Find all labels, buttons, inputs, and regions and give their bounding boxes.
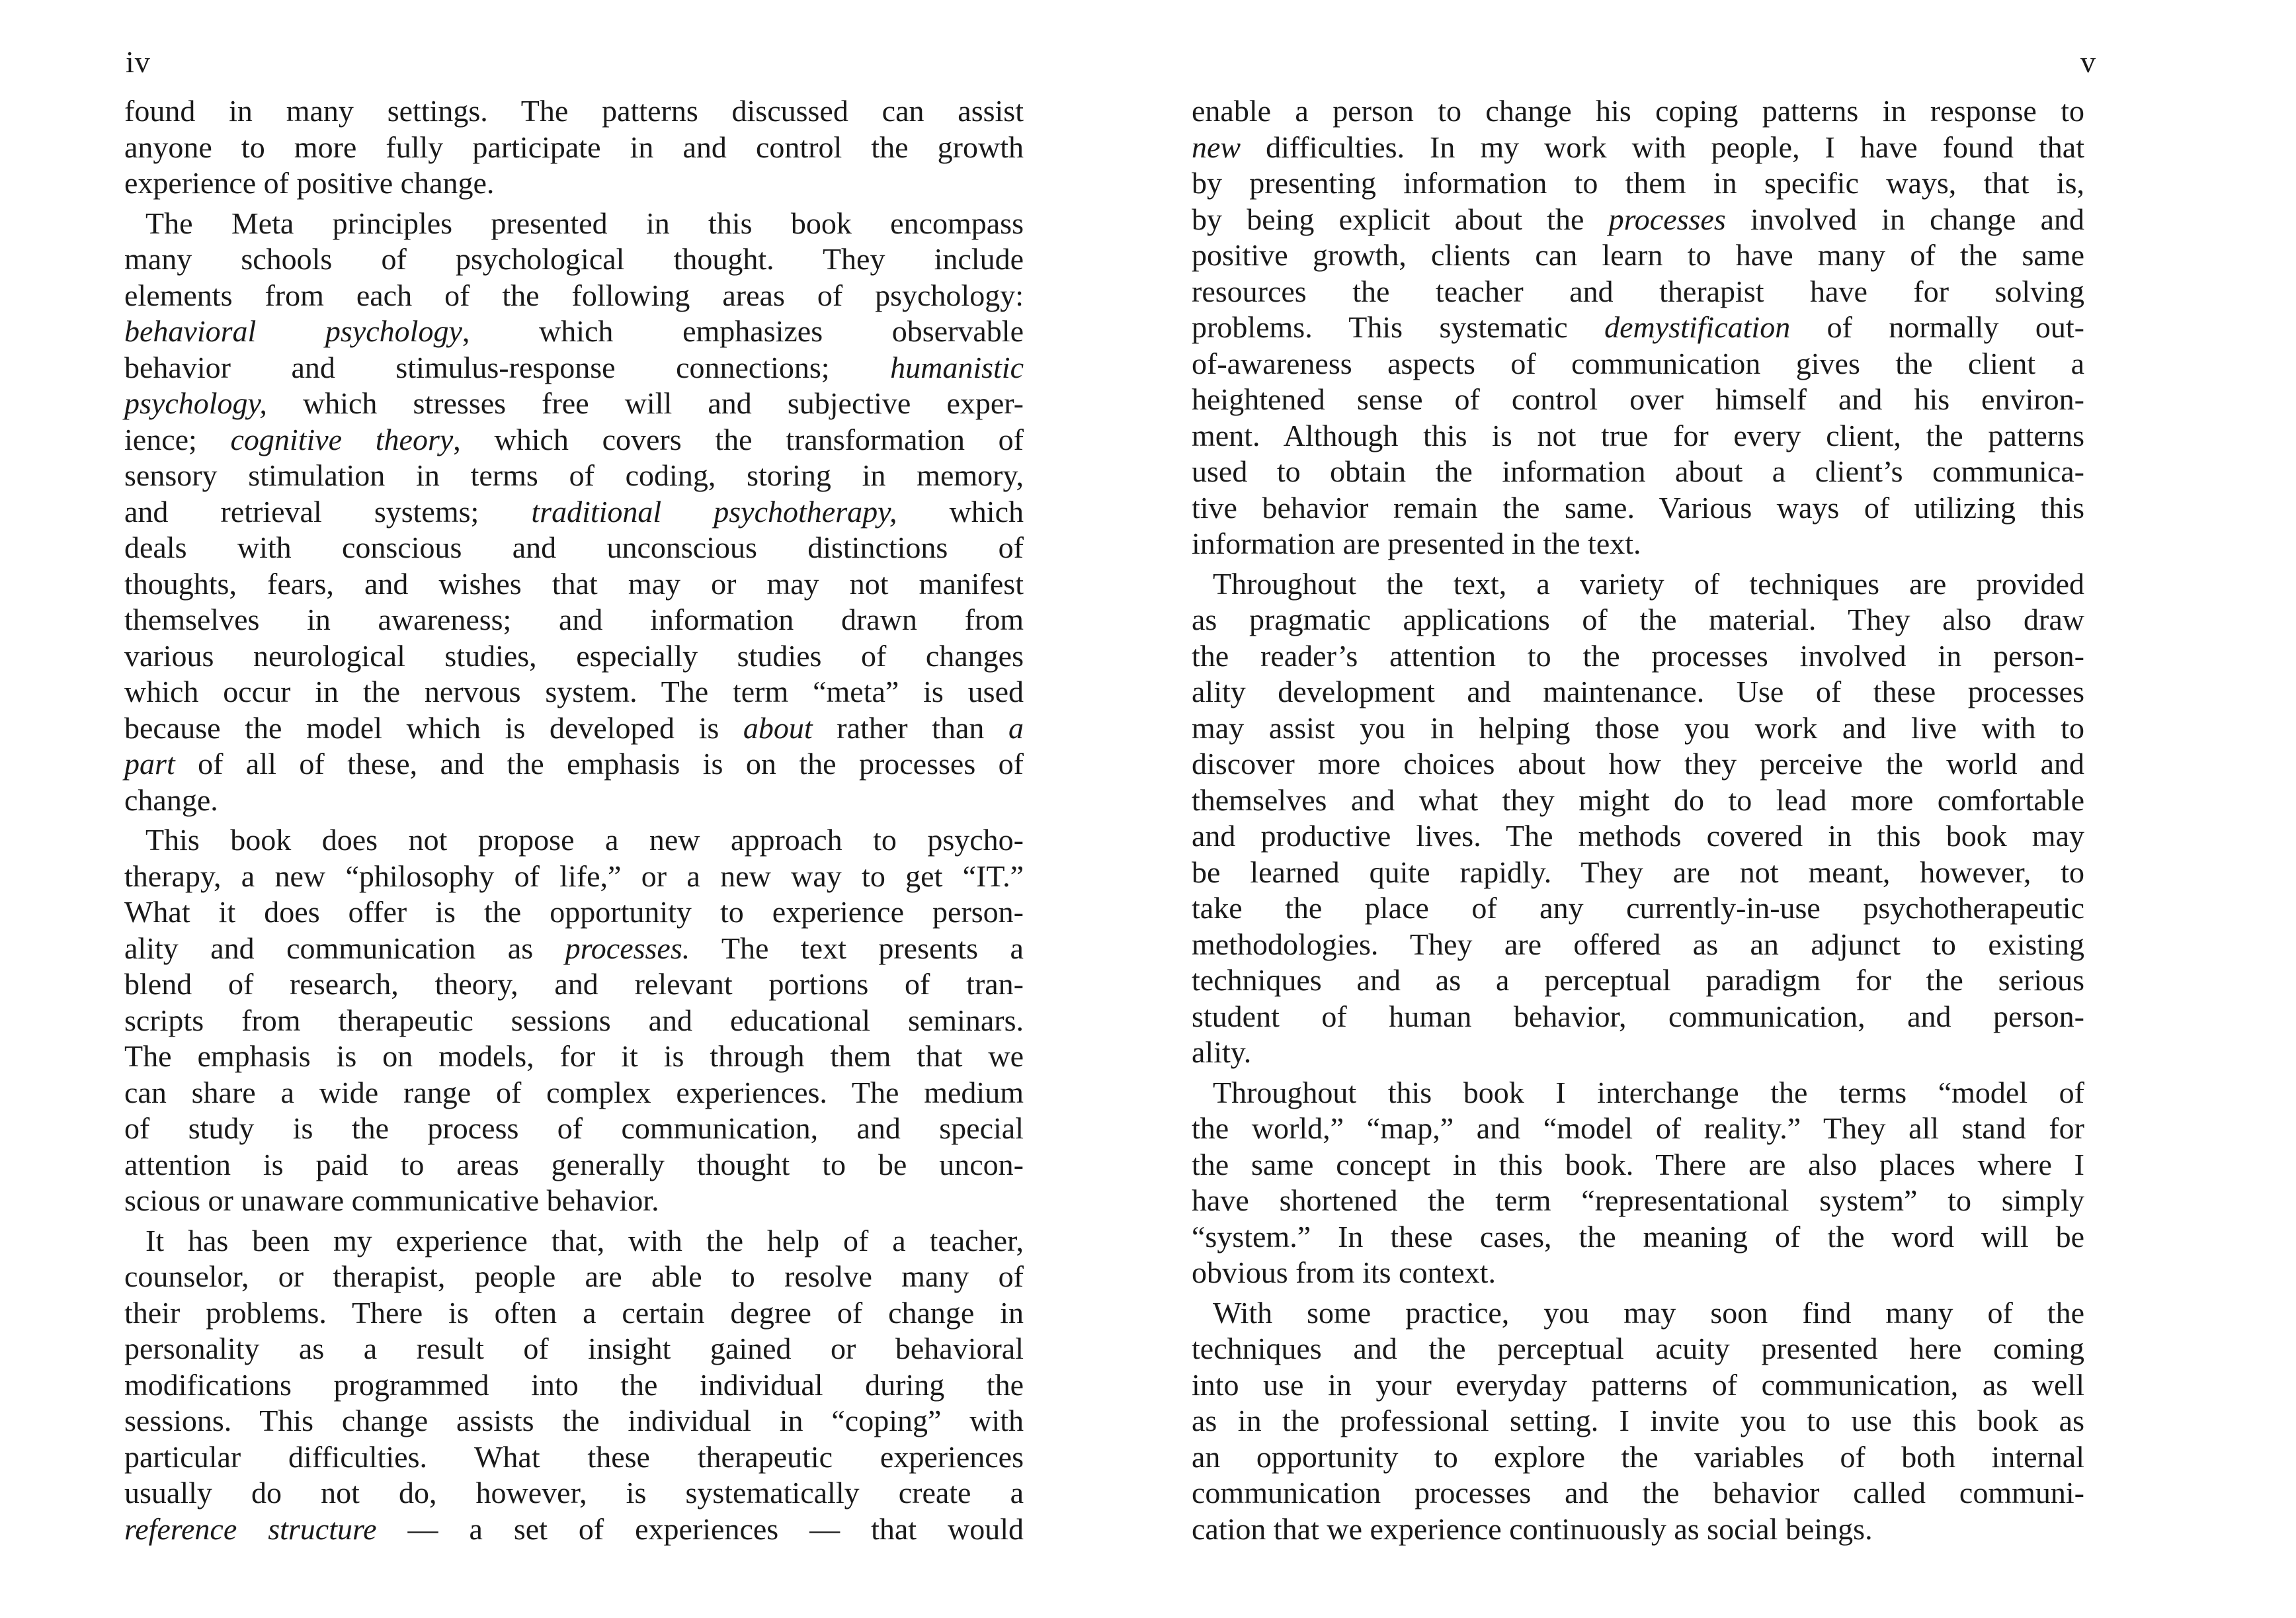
text-run: tive behavior remain the same. Various ways of utilizing this — [1192, 490, 2084, 525]
text-line — [124, 458, 1024, 494]
text-run: of study is the process of communication, and special — [124, 1111, 1024, 1145]
text-line — [1192, 638, 2084, 675]
text-line — [1192, 1367, 2084, 1404]
text-run: enable a person to change his coping patterns in response to — [1192, 94, 2084, 128]
text-run: as in the professional setting. I invite you to use this book as — [1192, 1404, 2084, 1437]
text-line — [124, 931, 1024, 967]
text-run: elements from each of the following areas of psychology: — [124, 278, 1024, 312]
italic-text: behavioral psychology — [124, 314, 462, 348]
text-run: attention is paid to areas generally thought to be uncon- — [124, 1147, 1024, 1181]
text-line — [1192, 490, 2084, 527]
text-run: by being explicit about the — [1192, 202, 1609, 236]
text-line — [124, 1512, 1024, 1548]
italic-text: about — [743, 710, 813, 745]
text-line — [1192, 310, 2084, 346]
text-line — [124, 1039, 1024, 1075]
text-line — [124, 530, 1024, 566]
text-run: obvious from its context. — [1192, 1256, 1496, 1289]
text-line — [124, 710, 1024, 747]
text-line — [124, 1331, 1024, 1367]
text-line — [124, 822, 1024, 859]
text-run: therapy, a new “philosophy of life,” or a new way to get “IT.” — [124, 859, 1024, 893]
text-run: particular difficulties. What these therapeutic experiences — [124, 1439, 1024, 1474]
text-line — [1192, 1075, 2084, 1111]
page-number-right: v — [2080, 45, 2096, 79]
text-line — [1192, 710, 2084, 747]
text-run: With some practice, you may soon find many of the — [1213, 1295, 2084, 1330]
text-line — [1192, 274, 2084, 310]
text-line — [124, 1183, 1024, 1219]
text-run: techniques and as a perceptual paradigm for the serious — [1192, 963, 2084, 997]
text-run: , which emphasizes observable — [462, 314, 1024, 348]
text-run: It has been my experience that, with the help of a teacher, — [145, 1223, 1024, 1257]
italic-text: psychology, — [124, 386, 267, 420]
text-run: The Meta principles presented in this book encompass — [145, 206, 1024, 240]
text-run: rather than — [812, 710, 1008, 745]
text-run: ience; — [124, 422, 231, 456]
text-run: scripts from therapeutic sessions and educational seminars. — [124, 1003, 1024, 1037]
text-run: have shortened the term “representational system” to simply — [1192, 1183, 2084, 1217]
text-run: and productive lives. The methods covered in this book may — [1192, 819, 2084, 853]
text-line — [1192, 674, 2084, 710]
text-run: an opportunity to explore the variables of both internal — [1192, 1439, 2084, 1474]
text-run: behavior and stimulus-response connections; — [124, 350, 891, 384]
text-line — [1192, 746, 2084, 783]
text-line — [1192, 783, 2084, 819]
text-run: and retrieval systems; — [124, 494, 532, 529]
text-line — [1192, 855, 2084, 891]
right-page-text — [1192, 93, 2084, 1547]
text-line — [124, 859, 1024, 895]
text-run: many schools of psychological thought. They include — [124, 242, 1024, 276]
text-run: cation that we experience continuously as social beings. — [1192, 1512, 1873, 1546]
text-run: be learned quite rapidly. They are not meant, however, to — [1192, 855, 2084, 889]
text-line — [124, 93, 1024, 130]
text-line — [1192, 1147, 2084, 1183]
right-page — [1148, 0, 2296, 1618]
text-run: methodologies. They are offered as an adjunct to existing — [1192, 927, 2084, 961]
text-line — [124, 1259, 1024, 1295]
text-line — [124, 386, 1024, 422]
text-run: because the model which is developed is — [124, 710, 743, 745]
text-run: positive growth, clients can learn to have many of the same — [1192, 238, 2084, 272]
text-line — [124, 206, 1024, 242]
text-line — [124, 1403, 1024, 1439]
text-line — [124, 602, 1024, 638]
text-line — [124, 1295, 1024, 1332]
italic-text: a — [1008, 710, 1024, 745]
text-run: found in many settings. The patterns discussed can assist — [124, 94, 1024, 128]
text-run: their problems. There is often a certain degree of change in — [124, 1295, 1024, 1330]
italic-text: traditional psychotherapy, — [531, 494, 897, 529]
text-run: by presenting information to them in specific ways, that is, — [1192, 166, 2084, 200]
text-run: counselor, or therapist, people are able to resolve many of — [124, 1259, 1024, 1293]
text-run: Throughout this book I interchange the terms “model of — [1213, 1075, 2084, 1109]
text-run: ality development and maintenance. Use of these processes — [1192, 675, 2084, 708]
text-run: sensory stimulation in terms of coding, storing in memory, — [124, 458, 1024, 492]
italic-text: cognitive theory — [230, 422, 454, 456]
text-run: which occur in the nervous system. The term “meta” is used — [124, 675, 1024, 708]
italic-text: reference structure — [124, 1512, 377, 1546]
text-line — [1192, 818, 2084, 855]
text-line — [124, 783, 1024, 819]
text-run: ality. — [1192, 1035, 1252, 1069]
text-run: may assist you in helping those you work and live with to — [1192, 710, 2084, 745]
text-run: the world,” “map,” and “model of reality.” They all stand for — [1192, 1111, 2084, 1145]
text-line — [1192, 890, 2084, 927]
text-run: sessions. This change assists the individual in “coping” with — [124, 1404, 1024, 1437]
text-run: , which covers the transformation of — [453, 422, 1024, 456]
text-line — [1192, 1219, 2084, 1256]
text-line — [1192, 1111, 2084, 1147]
text-run: This book does not propose a new approach to psycho- — [145, 823, 1024, 857]
text-run: scious or unaware communicative behavior. — [124, 1183, 659, 1217]
text-line — [124, 1475, 1024, 1512]
left-page-text — [124, 93, 1024, 1547]
text-run: of normally out- — [1790, 310, 2085, 344]
text-line — [124, 566, 1024, 603]
text-line — [124, 1147, 1024, 1183]
text-run: of all of these, and the emphasis is on the processes of — [175, 747, 1024, 781]
text-run: usually do not do, however, is systematically create a — [124, 1476, 1024, 1510]
text-run: techniques and the perceptual acuity presented here coming — [1192, 1332, 2084, 1365]
text-line — [1192, 1475, 2084, 1512]
text-line — [1192, 1403, 2084, 1439]
text-line — [1192, 602, 2084, 638]
italic-text: demystification — [1604, 310, 1791, 344]
text-line — [124, 278, 1024, 314]
italic-text: humanistic — [890, 350, 1024, 384]
text-line — [124, 422, 1024, 458]
text-line — [1192, 165, 2084, 202]
text-run: “system.” In these cases, the meaning of the word will be — [1192, 1219, 2084, 1254]
text-line — [124, 746, 1024, 783]
text-line — [1192, 237, 2084, 274]
text-line — [1192, 962, 2084, 999]
text-line — [1192, 526, 2084, 562]
text-run: information are presented in the text. — [1192, 527, 1641, 560]
text-line — [124, 314, 1024, 350]
text-run: change. — [124, 783, 218, 817]
text-line — [1192, 1035, 2084, 1071]
italic-text: part — [124, 747, 175, 781]
text-run: experience of positive change. — [124, 166, 495, 200]
text-line — [1192, 130, 2084, 166]
text-line — [1192, 382, 2084, 418]
text-run: thoughts, fears, and wishes that may or may not manifest — [124, 566, 1024, 601]
text-run: as pragmatic applications of the material. They also draw — [1192, 603, 2084, 636]
text-line — [124, 1111, 1024, 1147]
text-run: communication processes and the behavior called communi- — [1192, 1476, 2084, 1510]
text-line — [124, 1223, 1024, 1259]
text-run: of-awareness aspects of communication gives the client a — [1192, 346, 2084, 380]
text-line — [1192, 927, 2084, 963]
italic-text: processes. — [565, 931, 690, 965]
text-run: themselves and what they might do to lead more comfortable — [1192, 783, 2084, 817]
text-line — [1192, 999, 2084, 1035]
text-run: ment. Although this is not true for every client, the patterns — [1192, 418, 2084, 452]
text-run: What it does offer is the opportunity to experience person- — [124, 895, 1024, 929]
italic-text: new — [1192, 130, 1241, 164]
text-run: anyone to more fully participate in and control the growth — [124, 130, 1024, 164]
text-line — [124, 130, 1024, 166]
text-run: which — [897, 494, 1024, 529]
text-line — [1192, 202, 2084, 238]
text-run: The emphasis is on models, for it is through them that we — [124, 1039, 1024, 1073]
text-run: which stresses free will and subjective exper- — [266, 386, 1024, 420]
text-line — [1192, 1183, 2084, 1219]
text-line — [124, 494, 1024, 531]
text-run: blend of research, theory, and relevant portions of tran- — [124, 967, 1024, 1001]
text-line — [1192, 1295, 2084, 1332]
text-run: into use in your everyday patterns of communication, as well — [1192, 1367, 2084, 1402]
text-run: various neurological studies, especially studies of changes — [124, 638, 1024, 673]
text-line — [124, 1075, 1024, 1111]
text-run: can share a wide range of complex experiences. The medium — [124, 1075, 1024, 1109]
text-run: ality and communication as — [124, 931, 565, 965]
text-line — [124, 674, 1024, 710]
text-line — [1192, 1331, 2084, 1367]
page-number-left: iv — [126, 45, 151, 79]
text-line — [1192, 454, 2084, 490]
text-line — [1192, 346, 2084, 382]
text-run: difficulties. In my work with people, I have found that — [1241, 130, 2084, 164]
text-run: The text presents a — [690, 931, 1024, 965]
text-run: used to obtain the information about a client’s communica- — [1192, 454, 2084, 488]
text-line — [124, 350, 1024, 386]
text-run: modifications programmed into the individual during the — [124, 1367, 1024, 1402]
text-run: involved in change and — [1725, 202, 2085, 236]
text-line — [124, 966, 1024, 1003]
text-run: Throughout the text, a variety of techniques are provided — [1213, 566, 2084, 601]
text-run: the reader’s attention to the processes involved in person- — [1192, 638, 2084, 673]
text-run: heightened sense of control over himself and his environ- — [1192, 382, 2084, 416]
text-line — [124, 1439, 1024, 1476]
text-line — [124, 894, 1024, 931]
text-run: personality as a result of insight gained or behavioral — [124, 1332, 1024, 1365]
text-run: themselves in awareness; and information drawn from — [124, 603, 1024, 636]
italic-text: processes — [1608, 202, 1726, 236]
text-line — [1192, 566, 2084, 603]
text-line — [1192, 418, 2084, 454]
text-line — [1192, 1512, 2084, 1548]
text-run: discover more choices about how they perceive the world and — [1192, 747, 2084, 781]
text-line — [124, 638, 1024, 675]
text-line — [124, 165, 1024, 202]
text-line — [124, 1367, 1024, 1404]
text-run: problems. This systematic — [1192, 310, 1605, 344]
text-line — [1192, 1439, 2084, 1476]
text-line — [1192, 93, 2084, 130]
text-run: take the place of any currently-in-use psychotherapeutic — [1192, 891, 2084, 925]
text-run: deals with conscious and unconscious distinctions of — [124, 531, 1024, 564]
text-line — [1192, 1255, 2084, 1291]
text-line — [124, 1003, 1024, 1039]
text-run: the same concept in this book. There are also places where I — [1192, 1147, 2084, 1181]
text-run: — a set of experiences — that would — [376, 1512, 1024, 1546]
text-run: student of human behavior, communication, and person- — [1192, 999, 2084, 1033]
text-line — [124, 241, 1024, 278]
text-run: resources the teacher and therapist have for solving — [1192, 274, 2084, 308]
